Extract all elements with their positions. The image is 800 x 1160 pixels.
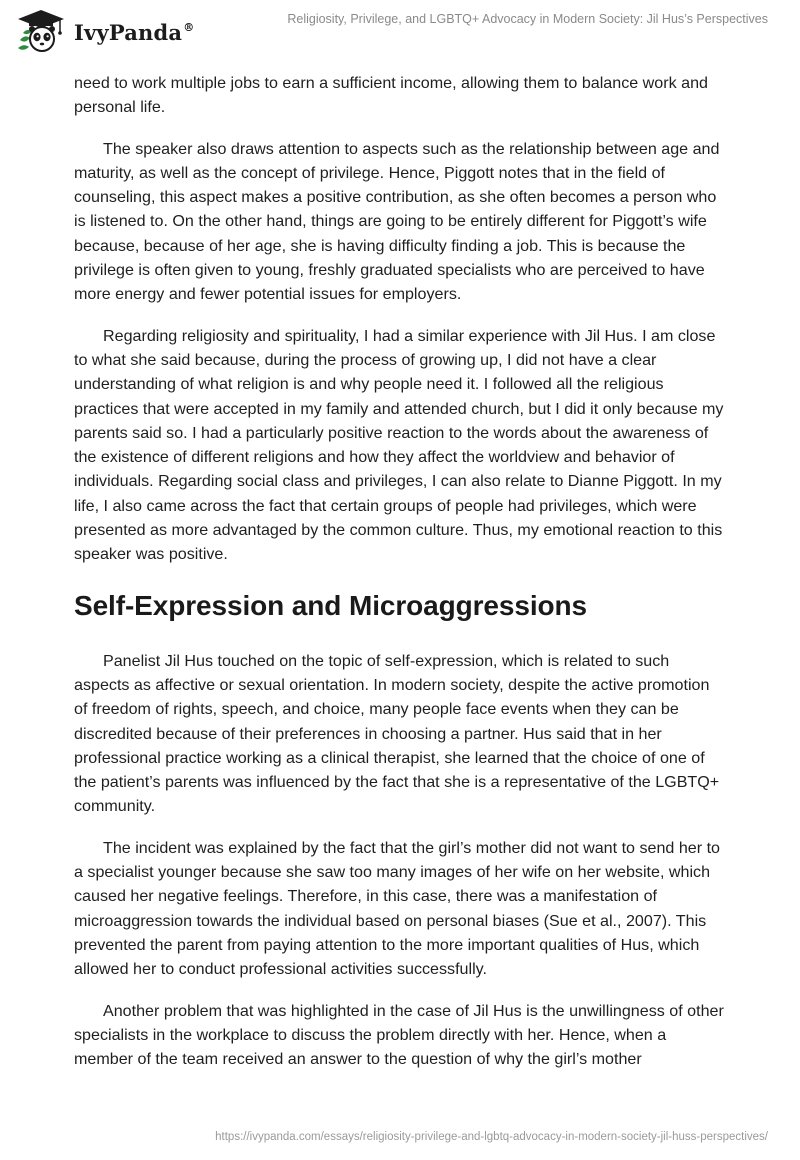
source-url[interactable]: https://ivypanda.com/essays/religiosity-privilege-and-lgbtq-advocacy-in-modern-society-jil-huss-perspectives/ (215, 1131, 768, 1143)
paragraph-continued: need to work multiple jobs to earn a sufficient income, allowing them to balance work and personal life. (74, 74, 708, 117)
document-title: Religiosity, Privilege, and LGBTQ+ Advocacy in Modern Society: Jil Hus’s Perspectives (287, 12, 768, 26)
panda-graduate-icon (14, 8, 68, 54)
paragraph-self-expression: Panelist Jil Hus touched on the topic of self-expression, which is related to such aspects as affective or sexual orientation. In modern society, despite the active promotion of freedom of rights, speech, and choice, many people face events when they can be discredited because of their preferences in choosing a partner. Hus said that in her professional practice working as a clinical therapist, she learned that the choice of one of the patient’s parents was influenced by the fact that she is a representative of the LGBTQ+ community. (74, 651, 720, 816)
paragraph-incident: The incident was explained by the fact that the girl’s mother did not want to send her to a specialist younger because she saw too many images of her wife on her website, which caused her negative feelings. Therefore, in this case, there was a manifestation of microaggression towards the individual based on personal biases (Sue et al., 2007). This prevented the parent from paying attention to the more important qualities of Hus, which allowed her to conduct professional activities successfully. (74, 838, 720, 979)
essay-body (74, 71, 724, 1088)
paragraph-age-privilege: The speaker also draws attention to aspects such as the relationship between age and maturity, as well as the concept of privilege. Hence, Piggott notes that in the field of counseling, this aspect makes a positive contribution, as she often becomes a person who is listened to. On the other hand, things are going to be entirely different for Piggott’s wife because, because of her age, she is having difficulty finding a job. This is because the privilege is often given to young, freshly graduated specialists who are perceived to have more energy and fewer potential issues for employers. (74, 139, 720, 304)
section-heading: Self-Expression and Microaggressions (74, 589, 587, 621)
paragraph-workplace: Another problem that was highlighted in the case of Jil Hus is the unwillingness of other specialists in the workplace to discuss the problem directly with her. Hence, when a member of the team received an answer to the question of why the girl’s mother (74, 1001, 724, 1069)
logo-wordmark: IvyPanda® (74, 19, 195, 45)
page-header (0, 0, 800, 62)
paragraph-religiosity: Regarding religiosity and spirituality, I had a similar experience with Jil Hus. I am close to what she said because, during the process of growing up, I did not have a clear understanding of what religion is and why people need it. I followed all the religious practices that were accepted in my family and attended church, but I did it only because my parents said so. I had a particularly positive reaction to the words about the awareness of the existence of different religions and how they affect the worldview and behavior of individuals. Regarding social class and privileges, I can also relate to Dianne Piggott. In my life, I also came across the fact that certain groups of people had privileges, which were presented as more advantaged by the common culture. Thus, my emotional reaction to this speaker was positive. (74, 326, 724, 564)
ivypanda-logo[interactable] (14, 8, 194, 54)
